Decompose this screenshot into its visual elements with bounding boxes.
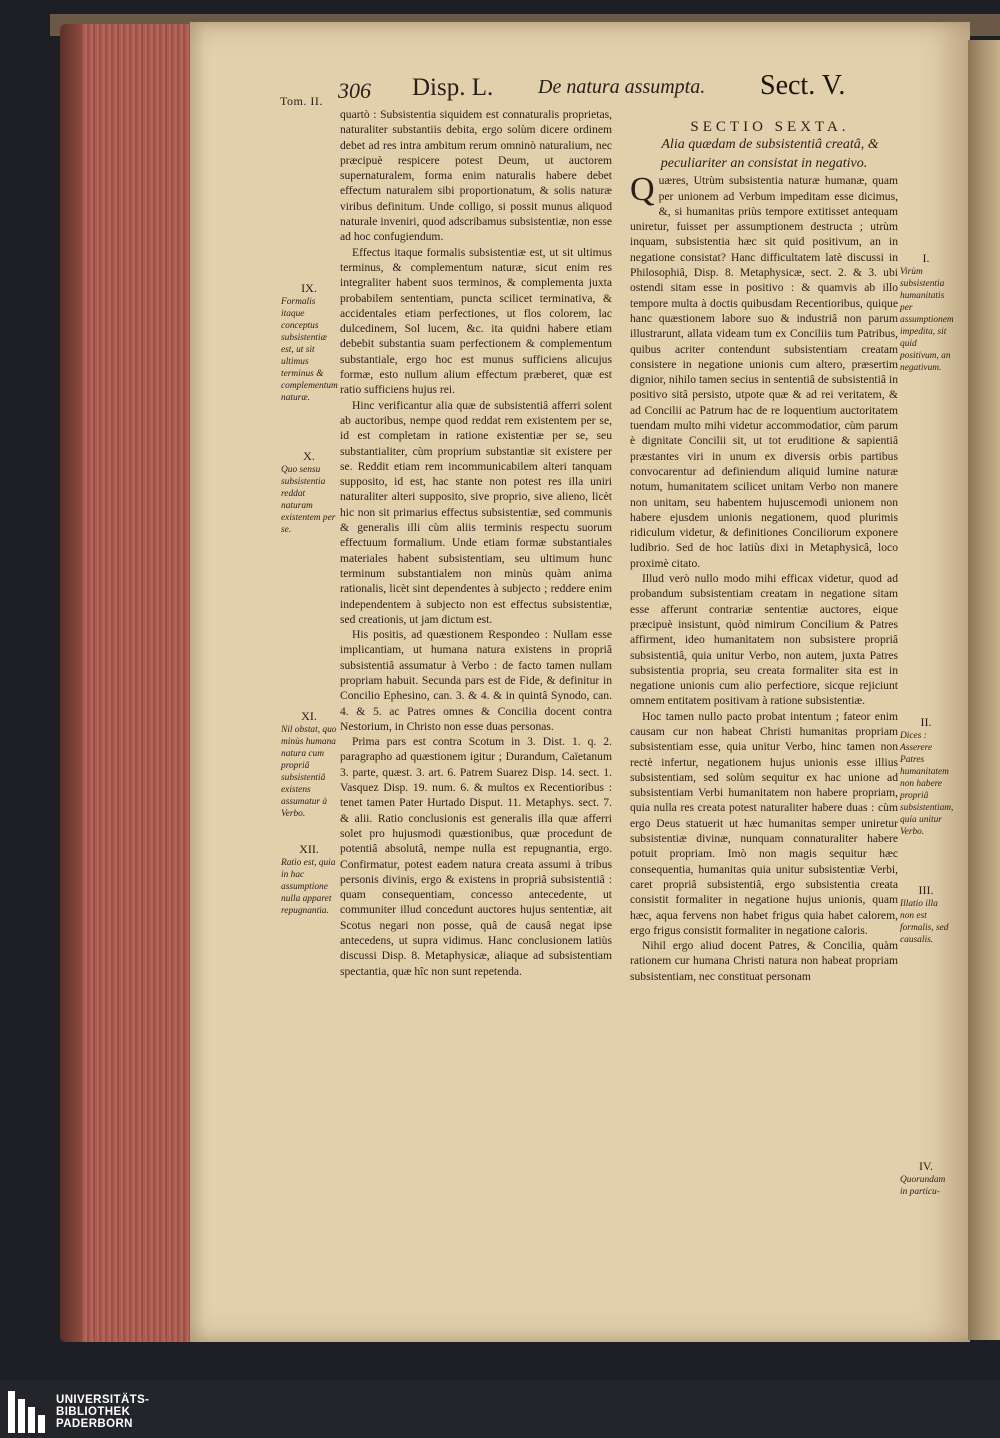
margin-note <box>281 710 337 820</box>
margin-note-text: Illatio illa non est formalis, sed causalis. <box>900 899 949 945</box>
left-text-column <box>340 107 612 979</box>
section-title: SECTIO SEXTA. <box>690 119 850 135</box>
library-logo-text <box>56 1394 149 1430</box>
margin-note-text: Formalis itaque conceptus subsistentiæ est, ut sit ultimus terminus & complementum naturæ. <box>281 297 338 403</box>
running-head-section: Sect. V. <box>760 70 846 101</box>
paragraph: Prima pars est contra Scotum in 3. Dist. 1. q. 2. paragrapho ad quæstionem igitur ; Durandum, Caïetanum 3. parte, quæst. 3. art. 6. Patrem Suarez Disp. 14. sect. 1. Vasquez Disp. 19. num. 6. & multos ex Recentioribus : tenet tamen Pater Hurtado Disput. 11. Metaphys. sect. 7. & alii. Ratio conclusionis est generalis illa quæ afferri solet pro hujusmodi quæstionibus, quæ procedunt de potentiâ absolutâ, nempe nulla est repugnantia, ergo. Confirmatur, potest eadem natura creata assumi à tribus personis divinis, ergo & existens in propriâ subsistentiâ : quam consequentiam, concesso antecedente, ut communiter illud concedunt auctores hujus sententiæ, ait Scotus negari non posse, quâ de causâ negat ipse antecedens, ut supra vidimus. Hanc conclusionem latiùs discussi Disp. 8. Metaphysicæ, aliaque ad subsistentiam spectantia, quæ hîc non sunt repetenda. <box>340 735 612 978</box>
section-subtitle: Alia quædam de subsistentiâ creatâ, & peculiariter an consistat in negativo. <box>660 137 879 172</box>
paragraph: His positis, ad quæstionem Respondeo : Nullam esse implicantiam, ut humana natura existens in propriâ subsistentiâ assumatur à Verbo : de facto tamen nullam propriam habuit. Secunda pars est de Fide, & definitur in Concilio Ephesino, can. 3. & 4. & in quintâ Synodo, can. 4. & 5. ac Patres omnes & Concilia docent contra Nestorium, in Christo non esse duas personas. <box>340 628 612 733</box>
paragraph: Effectus itaque formalis subsistentiæ est, ut sit ultimus terminus, & complementum naturæ, sicut enim res integraliter habent suos terminos, & complementa juxta probabilem sententiam, puncta scilicet terminativa, & accidentales etiam perfectiones, ut flos colorem, lac dulcedinem, Sol lucem, &c. ita quidni habere etiam debebit substantia suam perfectionem & complementum substantiale, ergo hoc est munus sufficiens alicujus formæ, esto nullum alium effectum præberet, quæ est ratio sufficiens hujus rei. <box>340 245 612 397</box>
running-head-disputation: Disp. L. <box>412 74 494 101</box>
page-block-shadow <box>60 24 82 1342</box>
logo-line: UNIVERSITÄTS- <box>56 1394 150 1406</box>
margin-note-number: X. <box>303 449 315 463</box>
logo-line: PADERBORN <box>56 1418 133 1430</box>
margin-note <box>900 252 952 374</box>
margin-note-text: Dices : Asserere Patres humanitatem non habere propriâ subsistentiam, quia unitur Verbo. <box>900 731 954 837</box>
library-logo <box>0 1386 149 1438</box>
margin-note <box>900 716 952 838</box>
margin-note-number: III. <box>918 883 934 897</box>
right-text-column <box>630 120 898 984</box>
logo-line: BIBLIOTHEK <box>56 1406 131 1418</box>
margin-note <box>281 843 337 917</box>
paragraph-text: uæres, Utrùm subsistentia naturæ humanæ, quam per unionem ad Verbum impeditam esse dicimus, &, si humanitas priùs tempore extitisset antequam uniretur, fuisset per assumptionem destructa ; utrùm inquam, subsistentia hæc sit quid positivum, an in negatione consistat? Hanc difficultatem latè discussi in Philosophiâ, Disp. 8. Metaphysicæ, sect. 2. & 3. ubi ostendi sitam esse in positivo : & quamvis ab illo tempore multa à doctis quibusdam Recentioribus, quique hanc quæstionem labore suo & industriâ non parum illustrarunt, allata videam tum ex Conciliis tum Patribus, quibus acriter contendunt subsistentiam creatam consistere in negatione unionis cum altero, præsertim dignior, nihilo tamen secius in sententiâ de subsistentiâ in positivo sitâ persisto, utpote quæ & ad rei veritatem, & ad Concilii ac Patrum hac de re loquentium auctoritatem tuendam multo mihi videtur accommodatior, cùm parum è dignitate Concilii sit, ut tot eruditione & sapientiâ præstantes viri in unum ex diversis orbis partibus convocarentur ad definiendum aliquid lumine naturæ notum, humanitatem scilicet unitam Verbo non manere non unitam, seu habentem hujuscemodi unionem non habere ejusdem unionis negationem, quod plurimis ridiculum videtur, & definitiones Conciliorum exponere ludibrio. Sed de hoc latiùs dixi in Metaphysicâ, loco proximè citato. <box>630 174 898 570</box>
running-head-subject: De natura assumpta. <box>538 76 706 98</box>
paragraph <box>630 173 898 571</box>
paragraph: quartò : Subsistentia siquidem est connaturalis proprietas, naturaliter substantiis debita, ergo solùm dicere ordinem debet ad res intra ambitum rerum omninò naturalium, nec præcipuè respicere potest Deum, ut auctorem supernaturalem, forma enim naturalis habere debet effectum naturalem sibi proportionatum, & solis naturæ viribus definitum. Unde colligo, si possit munus aliquod naturale inveniri, quod adscribamus subsistentiæ, non esse ad hoc confugiendum. <box>340 108 612 244</box>
margin-note-text: Quorundam in particu- <box>900 1175 946 1197</box>
paragraph: Illud verò nullo modo mihi efficax videtur, quod ad probandum subsistentiam creatam in negatione sitam esse afferunt contrariæ sententiæ auctores, eique præcipuè insistunt, quòd nimirum Concilium & Patres affirment, ideo humanitatem non subsistere propriâ subsistentiâ, quia unitur Verbo, non autem, juxta Patres subsistentia propria, seu creata formaliter sita est in negatione unionis cum alio perfectiore, sicque rejiciunt omnem entitatem positivam à ratione subsistentiæ. <box>630 572 898 708</box>
margin-note-text: Ratio est, quia in hac assumptione nulla apparet repugnantia. <box>281 858 336 916</box>
margin-note-number: II. <box>920 715 932 729</box>
margin-note <box>281 282 337 404</box>
margin-note-number: IV. <box>918 1159 934 1173</box>
page-number: 306 <box>338 78 371 103</box>
library-logo-icon <box>8 1391 48 1433</box>
margin-note-number: IX. <box>301 281 317 295</box>
margin-note-text: Quo sensu subsistentia reddat naturam existentem per se. <box>281 465 336 535</box>
margin-note-text: Nil obstat, quo minùs humana natura cum propriâ subsistentiâ existens assumatur à Verbo. <box>281 725 337 819</box>
margin-note-number: XII. <box>299 842 319 856</box>
margin-note-number: XI. <box>301 709 317 723</box>
margin-note-text: Virùm subsistentia humanitatis per assumptionem impedita, sit quid positivum, an negativum. <box>900 267 954 373</box>
paragraph: Hoc tamen nullo pacto probat intentum ; fateor enim causam cur non habeat Christi humanitas propriam subsistentiam esse, quia unitur Verbo, hinc tamen non rectè infertur, negationem hujus unionis esse illius subsistentiam, sed solùm sequitur ex hac unione ad subsistentiam Verbi humanitatem non habere propriam, quia nulla res creata potest naturaliter habere duas : cùm ergo Deus statuerit ut hæc humanitas semper uniretur subsistentiæ divinæ, nunquam connaturaliter habere potuit propriam. Imò non magis sequitur hæc consequentia, humanitas quia unitur subsistentiæ Verbi, caret propriâ subsistentiâ, ergo subsistentia creata consistit formaliter in negatione hujus unionis, quam hæc, aqua fervens non habet frigus quia habet calorem, ergo frigus consistit formaliter in negatione caloris. <box>630 709 898 937</box>
margin-note <box>900 1160 952 1198</box>
margin-note-number: I. <box>922 251 930 265</box>
running-head-tome: Tom. II. <box>280 94 323 108</box>
paragraph: Hinc verificantur alia quæ de subsistentiâ afferri solent ab auctoribus, nempe quod reddat rem existentem per se, id est completam in ratione existentiæ per se, seu substantialiter, cùm proprium substantiæ sit existere per se. Reddit etiam rem incommunicabilem alteri tanquam supposito, id est, hac stante non potest res illa uniri naturaliter alteri supposito, sive proprio, sive alieno, licèt hic non sit primarius effectus subsistentiæ, sed communis & generalis illi cùm aliis terminis respectu suorum effectuum formalium. Unde etiam formæ substantiales materiales habent subsistentiam, seu ultimum hunc terminum substantialem non minùs quàm anima rationalis, licèt sint dependentes à subjecto ; reddere enim independentem à subjecto non est effectus subsistentiæ, sed creationis, ut jam dictum est. <box>340 398 612 626</box>
paragraph: Nihil ergo aliud docent Patres, & Concilia, quàm rationem cur humana Christi natura non habeat propriam subsistentiam, nec constituat personam <box>630 939 898 983</box>
margin-note <box>900 884 952 946</box>
drop-cap: Q <box>630 171 655 209</box>
margin-note <box>281 450 337 536</box>
facing-page-edge <box>968 40 1000 1340</box>
